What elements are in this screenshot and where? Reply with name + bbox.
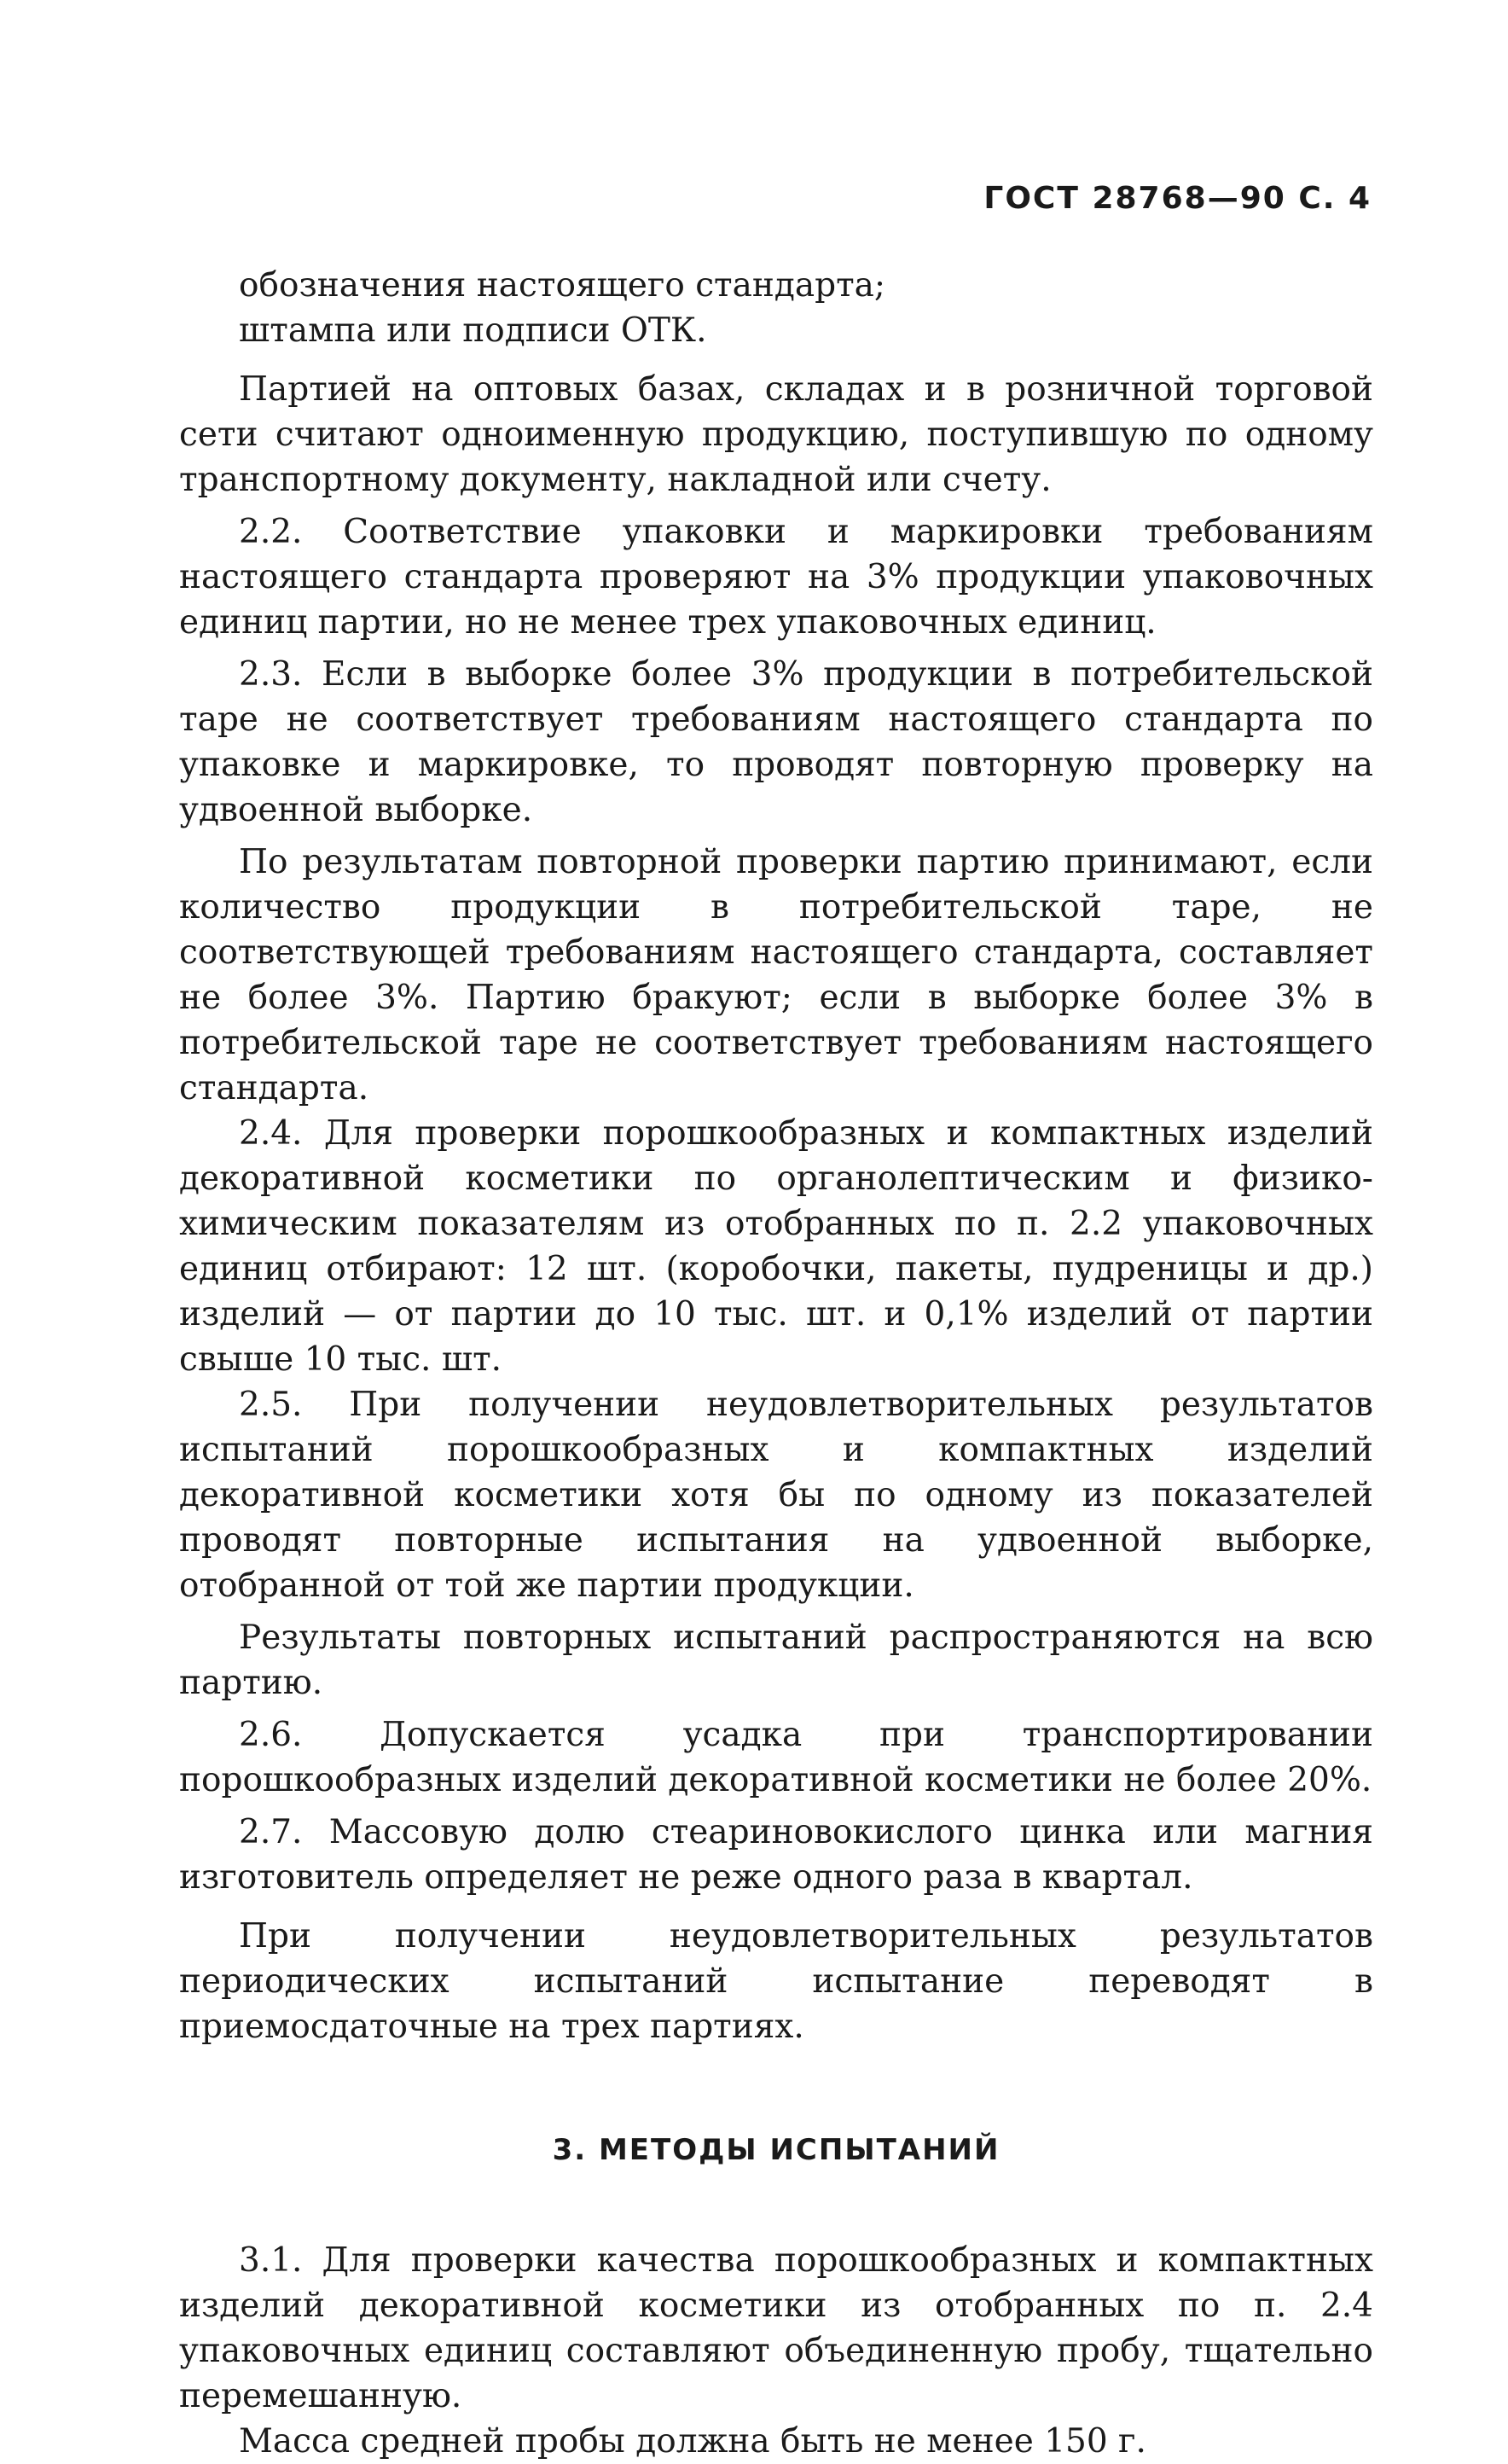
list-item: штампа или подписи ОТК. bbox=[239, 311, 707, 350]
paragraph: При получении неудовлетворительных результатов периодических испытаний испытание переводят в приемосдаточные на трех партиях. bbox=[179, 1917, 1373, 2046]
clause-2-2: 2.2. Соответствие упаковки и маркировки требованиям настоящего стандарта проверяют на 3% продукции упаковочных единиц партии, но не менее трех упаковочных единиц. bbox=[179, 513, 1373, 642]
clause-3-1: 3.1. Для проверки качества порошкообразных и компактных изделий декоративной косметики из отобранных по п. 2.4 упаковочных единиц составляют объединенную пробу, тщательно перемешанную. bbox=[179, 2241, 1373, 2415]
paragraph: Результаты повторных испытаний распространяются на всю партию. bbox=[179, 1618, 1373, 1702]
clause-2-6: 2.6. Допускается усадка при транспортировании порошкообразных изделий декоративной косметики не более 20%. bbox=[179, 1716, 1373, 1799]
clause-2-5: 2.5. При получении неудовлетворительных результатов испытаний порошкообразных и компактных изделий декоративной косметики хотя бы по одному из показателей проводят повторные испытания на удвоенной выборке, отобранной от той же партии продукции. bbox=[179, 1386, 1373, 1605]
clause-2-3: 2.3. Если в выборке более 3% продукции в потребительской таре не соответствует требованиям настоящего стандарта по упаковке и маркировке, то проводят повторную проверку на удвоенной выборке. bbox=[179, 655, 1373, 829]
clause-2-7: 2.7. Массовую долю стеариновокислого цинка или магния изготовитель определяет не реже одного раза в квартал. bbox=[179, 1813, 1373, 1897]
page-header: ГОСТ 28768—90 С. 4 bbox=[983, 181, 1372, 216]
paragraph: Партией на оптовых базах, складах и в розничной торговой сети считают одноименную продукцию, поступившую по одному транспортному документу, накладной или счету. bbox=[179, 370, 1373, 499]
section-title: 3. МЕТОДЫ ИСПЫТАНИЙ bbox=[552, 2133, 1000, 2167]
list-item: обозначения настоящего стандарта; bbox=[239, 266, 886, 305]
paragraph: По результатам повторной проверки партию принимают, если количество продукции в потребительской таре, не соответствующей требованиям настоящего стандарта, составляет не более 3%. Партию бракуют; если в выборке более 3% в потребительской таре не соответствует требованиям настоящего стандарта. bbox=[179, 843, 1373, 1107]
document-body bbox=[179, 263, 1373, 2464]
clause-2-4: 2.4. Для проверки порошкообразных и компактных изделий декоративной косметики по органолептическим и физико-химическим показателям из отобранных по п. 2.2 упаковочных единиц отбирают: 12 шт. (коробочки, пакеты, пудреницы и др.) изделий — от партии до 10 тыс. шт. и 0,1% изделий от партии свыше 10 тыс. шт. bbox=[179, 1114, 1373, 1379]
paragraph: Масса средней пробы должна быть не менее 150 г. bbox=[239, 2422, 1146, 2461]
